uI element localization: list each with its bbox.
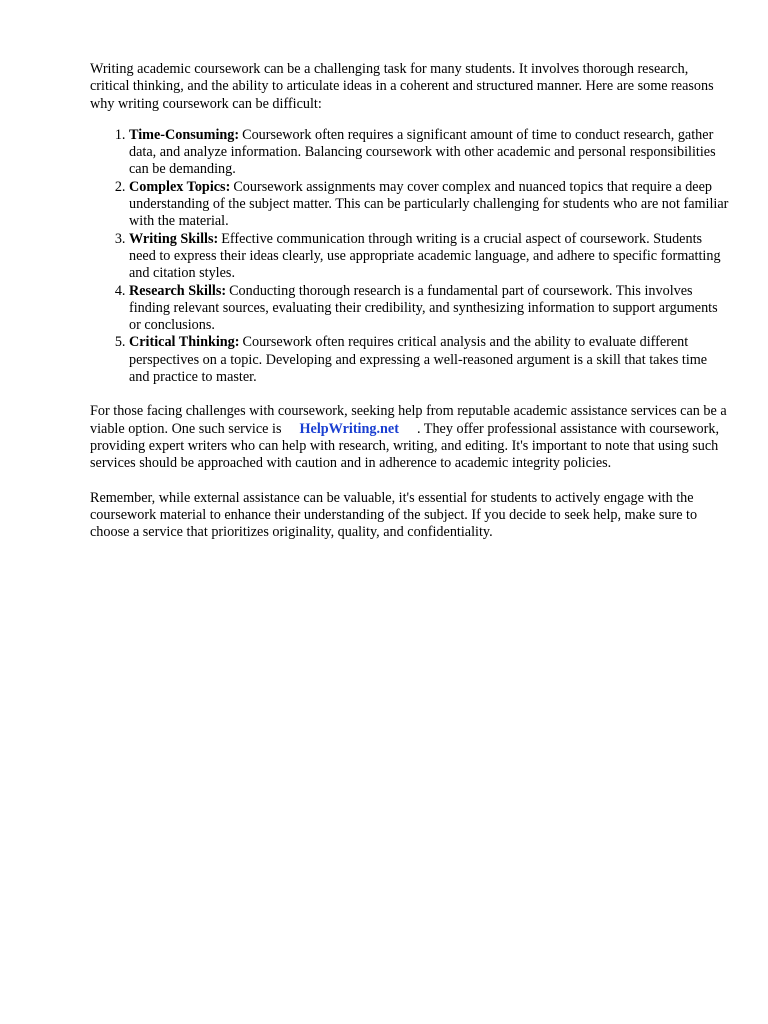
intro-paragraph: Writing academic coursework can be a challenging task for many students. It involves thorough research, critical thinking, and the ability to articulate ideas in a coherent and structured manner. Here are some reasons why writing coursework can be difficult: bbox=[90, 61, 714, 112]
list-item bbox=[129, 231, 730, 283]
reason-term: Critical Thinking: bbox=[129, 334, 240, 351]
list-item bbox=[129, 179, 730, 231]
reason-text: Conducting thorough research is a fundamental part of coursework. This involves finding relevant sources, evaluating their credibility, and synthesizing information to support arguments or conclusions. bbox=[129, 282, 718, 334]
reason-text: Coursework often requires critical analysis and the ability to evaluate different perspectives on a topic. Developing and expressing a well-reasoned argument is a skill that takes time and practice to master. bbox=[129, 334, 708, 386]
reason-text: Coursework assignments may cover complex and nuanced topics that require a deep understanding of the subject matter. This can be particularly challenging for students who are not familiar with the material. bbox=[129, 178, 729, 230]
reason-term: Writing Skills: bbox=[129, 230, 219, 247]
help-text-before: For those facing challenges with coursework, seeking help from reputable academic assistance services can be a viable option. One such service is bbox=[90, 403, 727, 437]
reason-text: Coursework often requires a significant amount of time to conduct research, gather data, and analyze information. Balancing coursework with other academic and personal responsibilities can be demanding. bbox=[129, 126, 716, 178]
reasons-list bbox=[90, 127, 730, 386]
reason-term: Time-Consuming: bbox=[129, 126, 240, 143]
closing-paragraph: Remember, while external assistance can be valuable, it's essential for students to actively engage with the coursework material to enhance their understanding of the subject. If you decide to seek help, make sure to choose a service that prioritizes originality, quality, and confidentiality. bbox=[90, 489, 698, 541]
list-item bbox=[129, 127, 730, 179]
help-text-after: . They offer professional assistance with coursework, providing expert writers who can help with research, writing, and editing. It's important to note that using such services should be approached with caution and in adherence to academic integrity policies. bbox=[90, 420, 719, 472]
helpwriting-link[interactable]: HelpWriting.net bbox=[299, 420, 399, 437]
document-body bbox=[90, 61, 730, 541]
reason-text: Effective communication through writing is a crucial aspect of coursework. Students need to express their ideas clearly, use appropriate academic language, and adhere to specific formatting and citation styles. bbox=[129, 230, 721, 282]
reason-term: Complex Topics: bbox=[129, 178, 231, 195]
list-item bbox=[129, 334, 730, 386]
list-item bbox=[129, 283, 730, 335]
reason-term: Research Skills: bbox=[129, 282, 227, 299]
help-paragraph bbox=[90, 403, 730, 472]
